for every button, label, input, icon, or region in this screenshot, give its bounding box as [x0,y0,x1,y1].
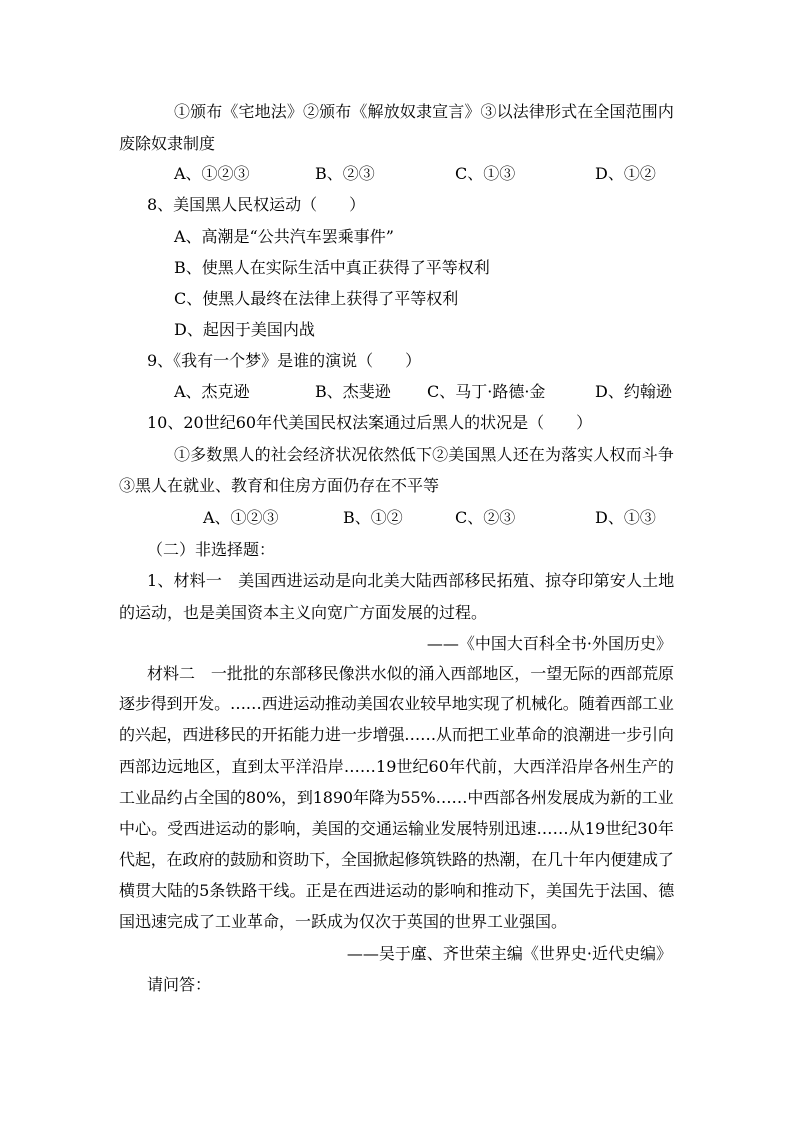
material1-source: ——《中国大百科全书·外国历史》 [426,634,672,653]
q7-option-a: A、①②③ [174,164,250,183]
q10-items: ①多数黑人的社会经济状况依然低下②美国黑人还在为落实人权而斗争 [174,445,675,464]
q10-option-b: B、①② [343,508,403,527]
q10-option-c: C、②③ [455,508,516,527]
material2-line: 的兴起，西进移民的开拓能力进一步增强……从而把工业革命的浪潮进一步引向 [119,725,674,744]
material2-line: 横贯大陆的5条铁路干线。正是在西进运动的影响和推动下，美国先于法国、德 [119,881,675,900]
material2-line: 工业品约占全国的80%，到1890年降为55%……中西部各州发展成为新的工业 [119,788,674,807]
material2-line: 西部边远地区，直到太平洋沿岸……19世纪60年代前，大西洋沿岸各州生产的 [119,757,674,776]
material1-line: 1、材料一 美国西进运动是向北美大陆西部移民拓殖、掠夺印第安人土地 [147,571,675,590]
material2-line: 逐步得到开发。……西进运动推动美国农业较早地实现了机械化。随着西部工业 [119,694,674,713]
q9-option-a: A、杰克逊 [174,382,250,401]
q7-option-b: B、②③ [315,164,375,183]
q8-option-c: C、使黑人最终在法律上获得了平等权利 [174,289,459,308]
q10-stem: 10、20世纪60年代美国民权法案通过后黑人的状况是（ ） [147,413,593,432]
answer-prompt: 请问答： [147,975,212,994]
q7-option-d: D、①② [595,164,656,183]
material1-line: 的运动，也是美国资本主义向宽广方面发展的过程。 [119,603,488,622]
q10-option-a: A、①②③ [203,508,279,527]
material2-source: ——吴于廑、齐世荣主编《世界史·近代史编》 [346,944,672,963]
q8-option-b: B、使黑人在实际生活中真正获得了平等权利 [174,258,490,277]
q10-items-cont: ③黑人在就业、教育和住房方面仍存在不平等 [119,476,440,495]
q7-option-c: C、①③ [455,164,516,183]
q7-items: ①颁布《宅地法》②颁布《解放奴隶宣言》③以法律形式在全国范围内 [174,102,675,121]
material2-line: 国迅速完成了工业革命，一跃成为仅次于英国的世界工业强国。 [119,912,568,931]
q9-option-b: B、杰斐逊 [315,382,391,401]
q9-stem: 9、《我有一个梦》是谁的演说（ ） [147,351,422,370]
q10-option-d: D、①③ [595,508,656,527]
material2-line: 代起，在政府的鼓励和资助下，全国掀起修筑铁路的热潮，在几十年内便建成了 [119,850,674,869]
q9-option-c: C、马丁·路德·金 [427,382,546,401]
q7-items-cont: 废除奴隶制度 [119,134,216,153]
q8-option-a: A、高潮是“公共汽车罢乘事件” [174,227,394,246]
q9-option-d: D、约翰逊 [595,382,672,401]
section-heading: （二）非选择题： [147,540,276,559]
material2-line: 中心。受西进运动的影响，美国的交通运输业发展特别迅速……从19世纪30年 [119,819,674,838]
material2-line: 材料二 一批批的东部移民像洪水似的涌入西部地区，一望无际的西部荒原 [147,664,675,683]
q8-option-d: D、起因于美国内战 [174,320,315,339]
q8-stem: 8、美国黑人民权运动（ ） [147,195,366,214]
